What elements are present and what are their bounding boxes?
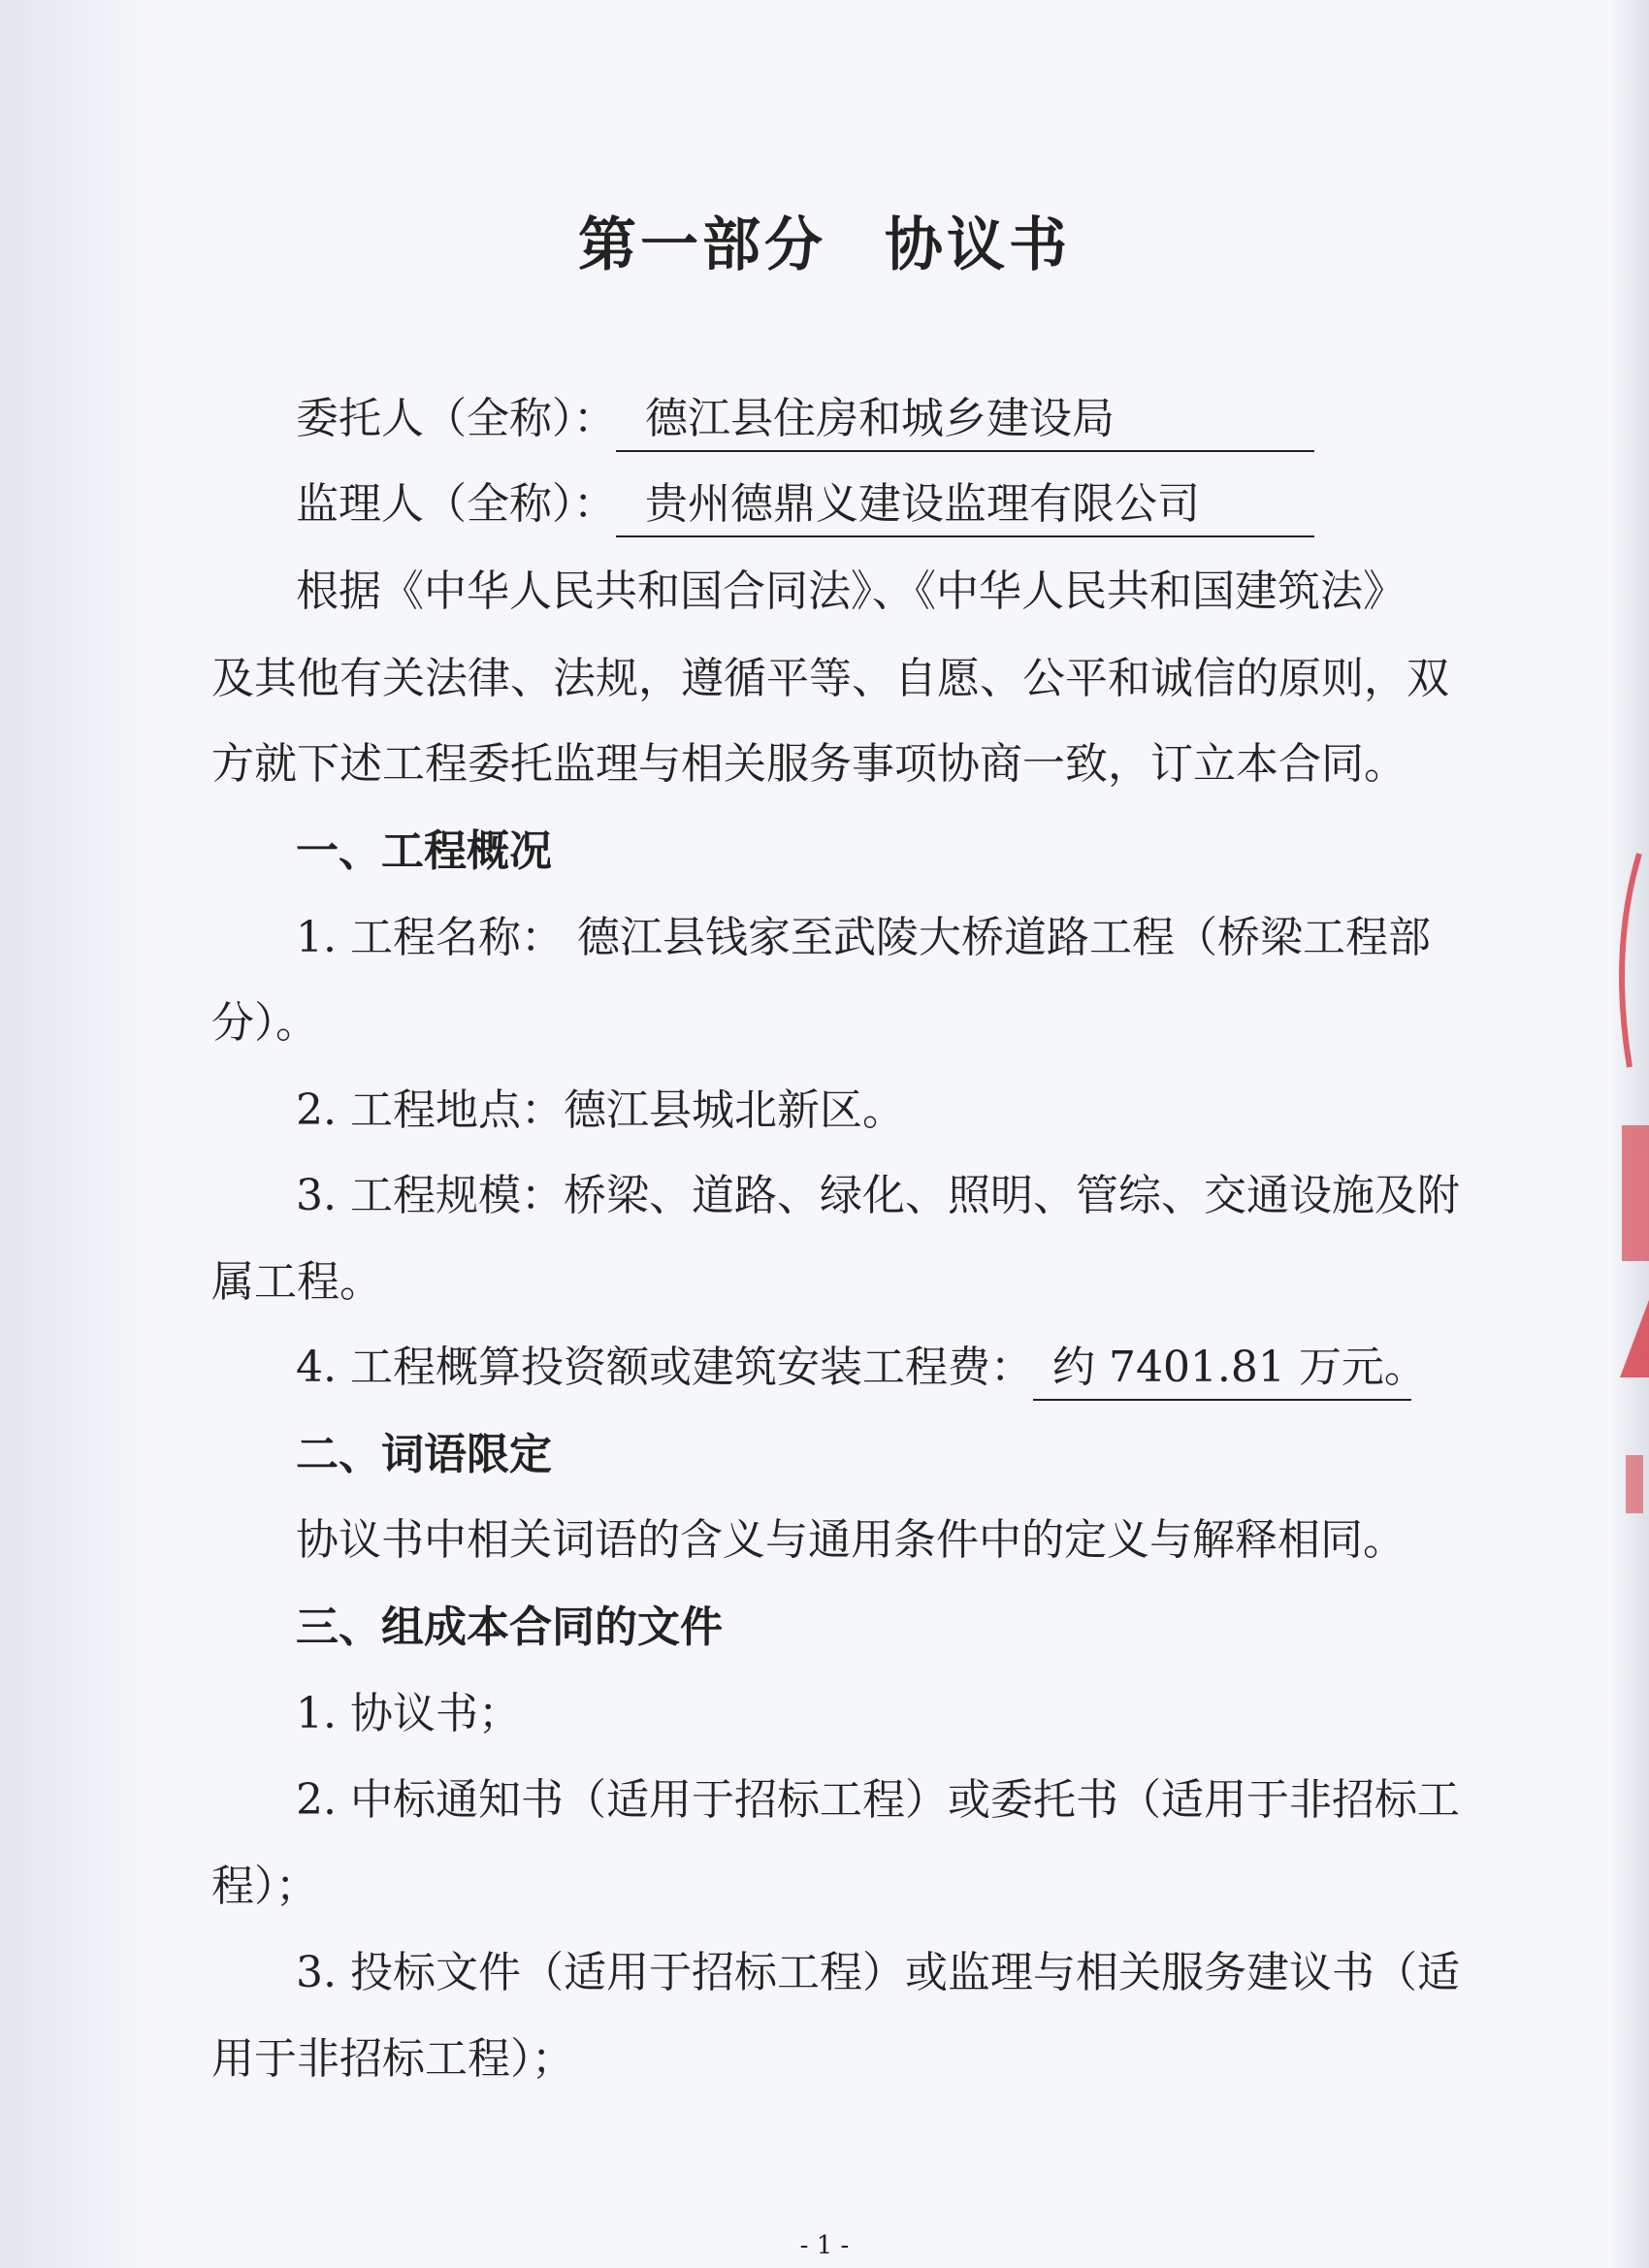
section-1-item-4: [296, 1339, 1427, 1401]
investment-label: 4. 工程概算投资额或建筑安装工程费：: [296, 1343, 1033, 1392]
title-name: 协议书: [885, 211, 1071, 279]
section-3-item-3: 3. 投标文件（适用于招标工程）或监理与相关服务建议书（适: [296, 1948, 1460, 1997]
section-2-heading: 二、词语限定: [296, 1430, 552, 1479]
client-label: 委托人（全称）：: [296, 394, 616, 443]
section-3-item-3-cont: 用于非招标工程）；: [211, 2034, 574, 2084]
document-title: [0, 199, 1649, 282]
title-part: 第一部分: [578, 211, 826, 279]
section-3-item-2: 2. 中标通知书（适用于招标工程）或委托书（适用于非招标工: [296, 1775, 1460, 1825]
client-line: [296, 390, 1314, 452]
section-2-text: 协议书中相关词语的含义与通用条件中的定义与解释相同。: [296, 1515, 1406, 1565]
supervisor-label: 监理人（全称）：: [296, 479, 616, 529]
section-3-item-1: 1. 协议书；: [296, 1689, 521, 1738]
section-1-item-3: 3. 工程规模：桥梁、道路、绿化、照明、管综、交通设施及附: [296, 1171, 1460, 1220]
section-3-item-2-cont: 程）；: [211, 1862, 318, 1911]
intro-line-2: 及其他有关法律、法规，遵循平等、自愿、公平和诚信的原则，双: [211, 654, 1449, 703]
section-1-item-2: 2. 工程地点：德江县城北新区。: [296, 1085, 905, 1135]
section-3-heading: 三、组成本合同的文件: [296, 1603, 723, 1652]
section-1-item-3-cont: 属工程。: [211, 1257, 382, 1307]
scan-left-shadow: [0, 0, 155, 2268]
section-1-item-1: 1. 工程名称： 德江县钱家至武陵大桥道路工程（桥梁工程部: [296, 913, 1431, 962]
section-1-heading: 一、工程概况: [296, 826, 552, 876]
client-value: 德江县住房和城乡建设局: [616, 390, 1314, 452]
intro-line-3: 方就下述工程委托监理与相关服务事项协商一致，订立本合同。: [211, 739, 1406, 789]
red-seal-fragment: [1600, 834, 1649, 1533]
page-number: - 1 -: [799, 2231, 850, 2260]
investment-value: 约 7401.81 万元。: [1033, 1339, 1411, 1401]
supervisor-line: [296, 475, 1314, 537]
intro-line-1: 根据《中华人民共和国合同法》、《中华人民共和国建筑法》: [296, 567, 1406, 616]
section-1-item-1-cont: 分）。: [211, 998, 318, 1048]
supervisor-value: 贵州德鼎义建设监理有限公司: [616, 475, 1314, 537]
